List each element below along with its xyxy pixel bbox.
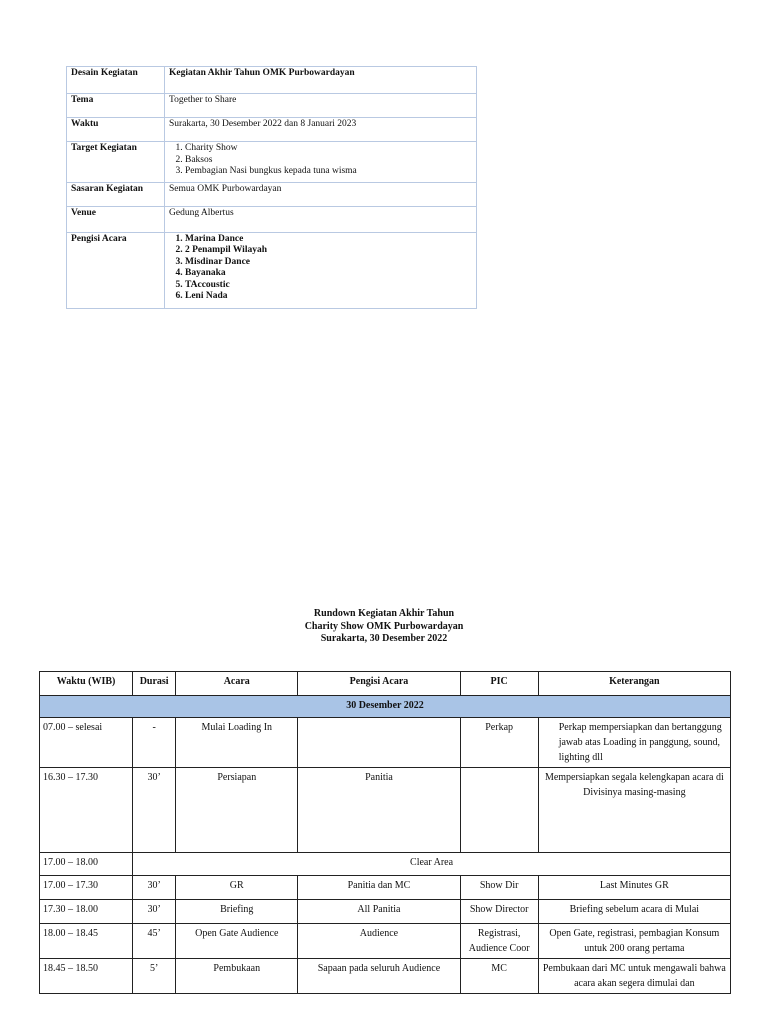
row-key: Pengisi Acara: [67, 232, 165, 308]
rundown-title: [0, 608, 768, 646]
table-row: [67, 94, 477, 118]
list-item: 5. TAccoustic: [185, 280, 472, 292]
title-line: Charity Show OMK Purbowardayan: [304, 620, 464, 632]
durasi-cell: -: [133, 718, 176, 768]
durasi-cell: 30’: [133, 900, 176, 924]
pengisi-cell: All Panitia: [298, 900, 460, 924]
column-header: PIC: [460, 672, 538, 696]
keterangan-cell: Mempersiapkan segala kelengkapan acara di Divisinya masing-masing: [538, 768, 730, 853]
row-value: Together to Share: [165, 94, 477, 118]
pic-cell: MC: [460, 959, 538, 994]
title-line: Rundown Kegiatan Akhir Tahun: [313, 608, 455, 619]
table-row: [67, 182, 477, 206]
column-header: Pengisi Acara: [298, 672, 460, 696]
waktu-cell: 16.30 – 17.30: [40, 768, 133, 853]
date-row: [40, 696, 731, 718]
desain-kegiatan-table: [66, 66, 477, 309]
acara-cell: Open Gate Audience: [176, 924, 298, 959]
table-row: [40, 768, 731, 853]
rundown-table: [39, 671, 731, 994]
keterangan-cell: Last Minutes GR: [538, 876, 730, 900]
pengisi-cell: [298, 718, 460, 768]
list-item: 1. Marina Dance: [185, 234, 472, 246]
row-value: Kegiatan Akhir Tahun OMK Purbowardayan: [165, 67, 477, 94]
pic-cell: [460, 768, 538, 853]
row-value: [165, 142, 477, 183]
table-row: [40, 718, 731, 768]
column-header: Waktu (WIB): [40, 672, 133, 696]
row-value: Surakarta, 30 Desember 2022 dan 8 Januari 2023: [165, 118, 477, 142]
row-value: Semua OMK Purbowardayan: [165, 182, 477, 206]
row-key: Tema: [67, 94, 165, 118]
pic-cell: Perkap: [460, 718, 538, 768]
list-item: 6. Leni Nada: [185, 291, 472, 303]
acara-cell: Briefing: [176, 900, 298, 924]
pic-cell: Show Director: [460, 900, 538, 924]
table-row: [67, 232, 477, 308]
waktu-cell: 07.00 – selesai: [40, 718, 133, 768]
durasi-cell: 5’: [133, 959, 176, 994]
column-header: Acara: [176, 672, 298, 696]
keterangan-cell: Open Gate, registrasi, pembagian Konsum untuk 200 orang pertama: [538, 924, 730, 959]
pengisi-cell: Audience: [298, 924, 460, 959]
pic-cell: Show Dir: [460, 876, 538, 900]
list-item: 2. Baksos: [185, 155, 472, 167]
pengisi-cell: Sapaan pada seluruh Audience: [298, 959, 460, 994]
title-line: Surakarta, 30 Desember 2022: [320, 633, 448, 644]
pic-cell: Registrasi, Audience Coor: [460, 924, 538, 959]
waktu-cell: 17.00 – 17.30: [40, 876, 133, 900]
date-cell: 30 Desember 2022: [40, 696, 731, 718]
table-row: [40, 876, 731, 900]
column-header: Keterangan: [538, 672, 730, 696]
list-item: 3. Misdinar Dance: [185, 257, 472, 269]
list-item: 1. Charity Show: [185, 143, 472, 155]
table-row: [40, 959, 731, 994]
waktu-cell: 17.30 – 18.00: [40, 900, 133, 924]
table-row: [67, 118, 477, 142]
pengisi-cell: Panitia dan MC: [298, 876, 460, 900]
row-value: [165, 232, 477, 308]
keterangan-cell: Briefing sebelum acara di Mulai: [538, 900, 730, 924]
table-row: [40, 924, 731, 959]
durasi-cell: 30’: [133, 876, 176, 900]
table-row: [40, 900, 731, 924]
waktu-cell: 17.00 – 18.00: [40, 853, 133, 876]
keterangan-cell: Perkap mempersiapkan dan bertanggung jawab atas Loading in panggung, sound, lighting dll: [538, 718, 730, 768]
durasi-cell: 45’: [133, 924, 176, 959]
list-item: 4. Bayanaka: [185, 268, 472, 280]
target-list: [169, 143, 472, 178]
acara-cell: Persiapan: [176, 768, 298, 853]
pengisi-cell: Panitia: [298, 768, 460, 853]
acara-cell: Pembukaan: [176, 959, 298, 994]
clear-area-cell: Clear Area: [133, 853, 731, 876]
row-key: Desain Kegiatan: [67, 67, 165, 94]
table-row: [40, 853, 731, 876]
pengisi-list: [169, 234, 472, 303]
list-item: 3. Pembagian Nasi bungkus kepada tuna wisma: [185, 166, 472, 178]
column-header: Durasi: [133, 672, 176, 696]
list-item: 2. 2 Penampil Wilayah: [185, 245, 472, 257]
header-row: [40, 672, 731, 696]
row-value: Gedung Albertus: [165, 206, 477, 232]
acara-cell: Mulai Loading In: [176, 718, 298, 768]
waktu-cell: 18.00 – 18.45: [40, 924, 133, 959]
keterangan-cell: Pembukaan dari MC untuk mengawali bahwa acara akan segera dimulai dan: [538, 959, 730, 994]
row-key: Target Kegiatan: [67, 142, 165, 183]
acara-cell: GR: [176, 876, 298, 900]
table-row: [67, 206, 477, 232]
row-key: Sasaran Kegiatan: [67, 182, 165, 206]
row-key: Venue: [67, 206, 165, 232]
table-row: [67, 67, 477, 94]
durasi-cell: 30’: [133, 768, 176, 853]
table-row: [67, 142, 477, 183]
row-key: Waktu: [67, 118, 165, 142]
waktu-cell: 18.45 – 18.50: [40, 959, 133, 994]
